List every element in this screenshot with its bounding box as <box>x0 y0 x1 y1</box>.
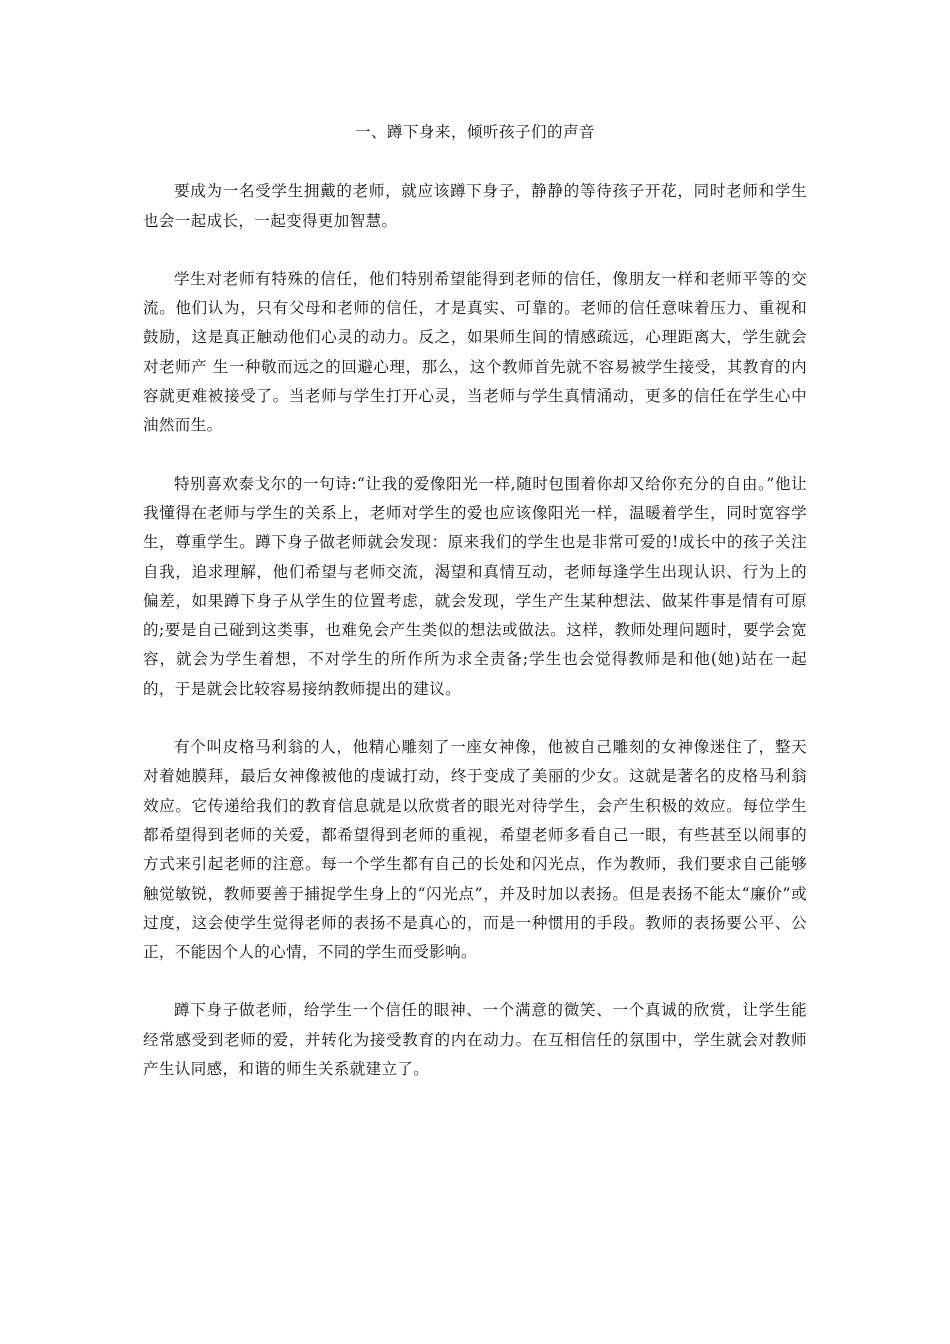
document-body <box>143 118 807 1113</box>
paragraph-1: 要成为一名受学生拥戴的老师，就应该蹲下身子，静静的等待孩子开花，同时老师和学生也会一起成长，一起变得更加智慧。 <box>143 182 807 230</box>
paragraph-4: 有个叫皮格马利翁的人，他精心雕刻了一座女神像，他被自己雕刻的女神像迷住了，整天对着她膜拜，最后女神像被他的虔诚打动，终于变成了美丽的少女。这就是著名的皮格马利翁效应。它传递给我们的教育信息就是以欣赏者的眼光对待学生，会产生积极的效应。每位学生都希望得到老师的关爱，都希望得到老师的重视，希望老师多看自己一眼，有些甚至以闹事的方式来引起老师的注意。每一个学生都有自己的长处和闪光点，作为教师，我们要求自己能够触觉敏锐，教师要善于捕捉学生身上的“闪光点”，并及时加以表扬。但是表扬不能太“廉价”或过度，这会使学生觉得老师的表扬不是真心的，而是一种惯用的手段。教师的表扬要公平、公正，不能因个人的心情，不同的学生而受影响。 <box>143 738 807 962</box>
paragraph-5: 蹲下身子做老师，给学生一个信任的眼神、一个满意的微笑、一个真诚的欣赏，让学生能经常感受到老师的爱，并转化为接受教育的内在动力。在互相信任的氛围中，学生就会对教师产生认同感，和谐的师生关系就建立了。 <box>143 1001 807 1079</box>
paragraph-2: 学生对老师有特殊的信任，他们特别希望能得到老师的信任，像朋友一样和老师平等的交流。他们认为，只有父母和老师的信任，才是真实、可靠的。老师的信任意味着压力、重视和鼓励，这是真正触动他们心灵的动力。反之，如果师生间的情感疏远，心理距离大，学生就会对老师产 生一种敬而远之的回避心理，那么，这个教师首先就不容易被学生接受，其教育的内容就更难被接受了。当老师与学生打开心灵，当老师与学生真情涌动，更多的信任在学生心中油然而生。 <box>143 269 807 435</box>
section-title: 一、蹲下身来，倾听孩子们的声音 <box>354 123 595 141</box>
paragraph-3: 特别喜欢泰戈尔的一句诗:“让我的爱像阳光一样,随时包围着你却又给你充分的自由。”他让我懂得在老师与学生的关系上，老师对学生的爱也应该像阳光一样，温暖着学生，同时宽容学生，尊重学生。蹲下身子做老师就会发现：原来我们的学生也是非常可爱的!成长中的孩子关注自我，追求理解，他们希望与老师交流，渴望和真情互动，老师每逢学生出现认识、行为上的偏差，如果蹲下身子从学生的位置考虑，就会发现，学生产生某种想法、做某件事是情有可原的;要是自己碰到这类事，也难免会产生类似的想法或做法。这样，教师处理问题时，要学会宽容，就会为学生着想，不对学生的所作所为求全责备;学生也会觉得教师是和他(她)站在一起的，于是就会比较容易接纳教师提出的建议。 <box>143 474 807 698</box>
